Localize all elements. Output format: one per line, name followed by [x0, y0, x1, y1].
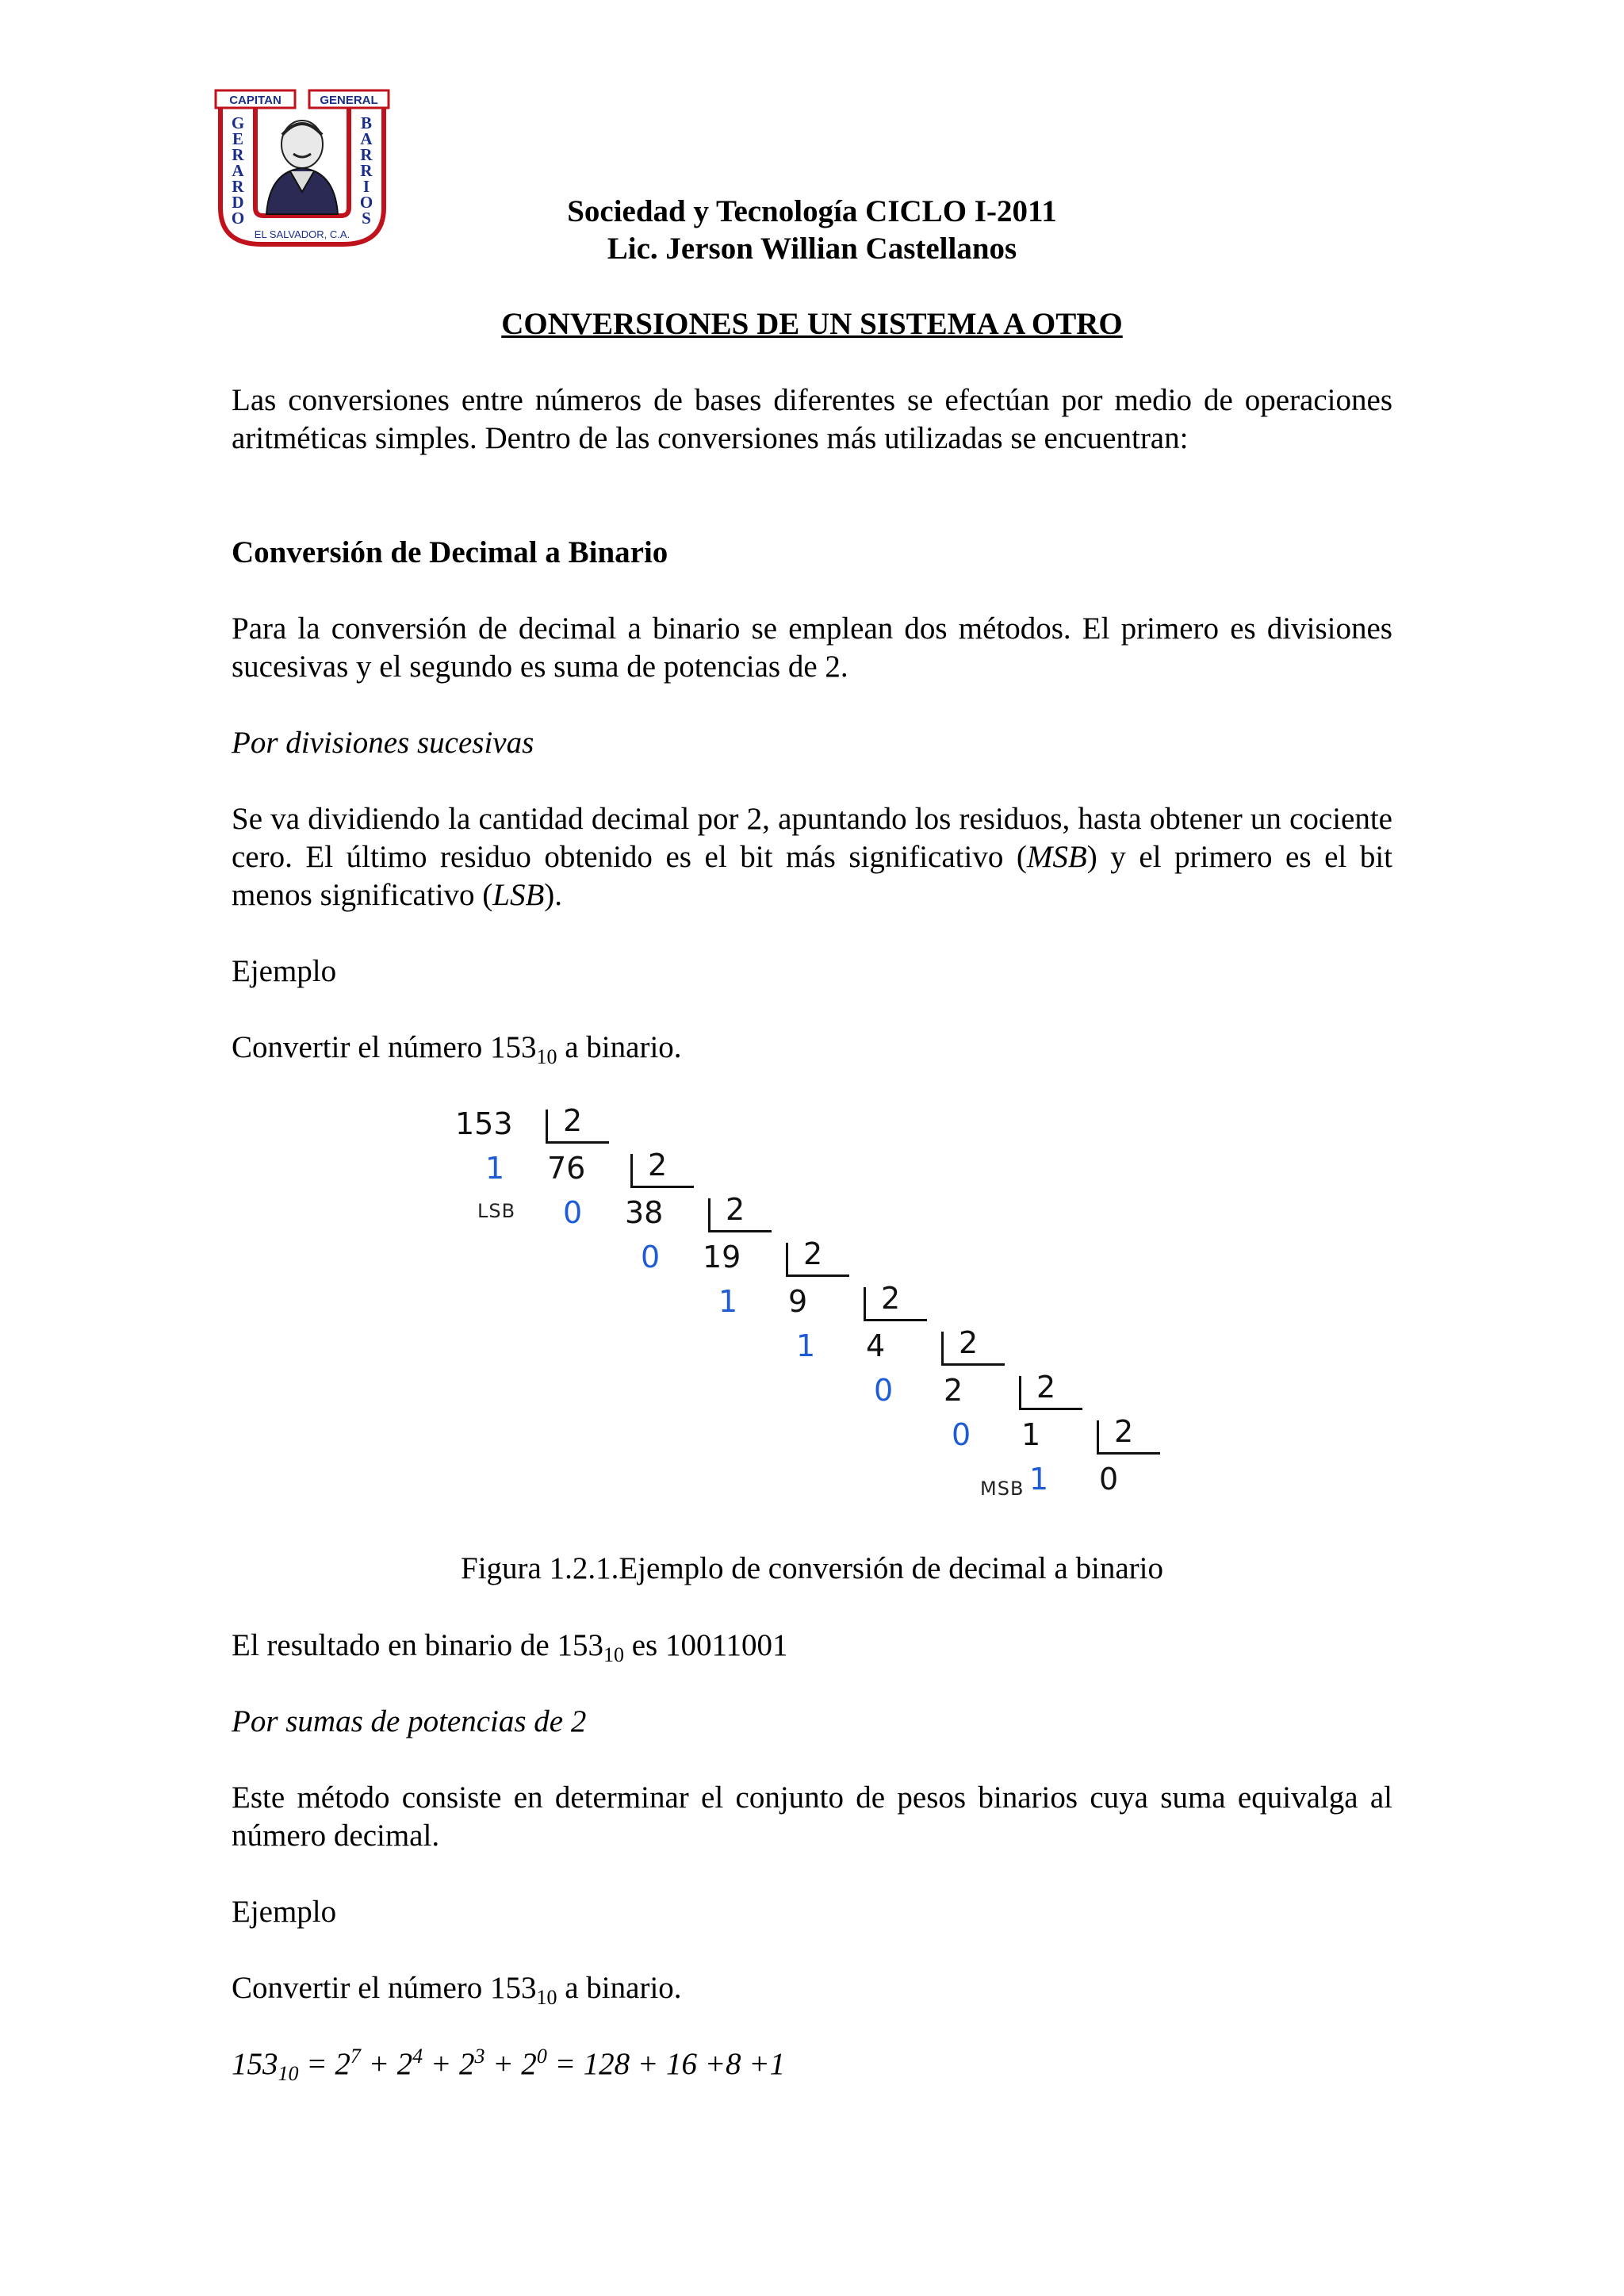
example-label-1: Ejemplo [232, 954, 337, 988]
svg-text:O: O [231, 209, 245, 228]
svg-text:R: R [232, 145, 244, 164]
section-paragraph: Para la conversión de decimal a binario se emplean dos métodos. El primero es divisiones sucesivas y el segundo es suma de potencias de 2. [232, 611, 1392, 684]
division-bar-vertical [708, 1198, 710, 1230]
remainder-bit: 1 [485, 1151, 505, 1186]
convert-instruction-2 [232, 1969, 1392, 2007]
formula-lhs-sub: 10 [278, 2062, 299, 2085]
dividend-76: 76 [547, 1151, 586, 1186]
svg-text:B: B [360, 113, 373, 132]
formula-lhs: 153 [232, 2047, 278, 2081]
svg-text:I: I [362, 177, 370, 196]
formula-exp-2: 4 [412, 2045, 423, 2068]
convert-instruction-1 [232, 1029, 1392, 1067]
method2-heading: Por sumas de potencias de 2 [232, 1704, 587, 1738]
svg-text:O: O [359, 193, 373, 212]
division-bar-vertical [630, 1154, 633, 1186]
lsb-term: LSB [492, 878, 545, 912]
svg-text:A: A [360, 129, 373, 148]
method1-heading: Por divisiones sucesivas [232, 726, 534, 760]
division-bar-vertical [546, 1110, 548, 1141]
msb-term: MSB [1026, 840, 1087, 874]
method1-text-b: ) y el primero es el bit menos significativo ( [232, 840, 1392, 912]
division-bar-horizontal [1097, 1452, 1160, 1455]
dividend-2: 2 [944, 1373, 963, 1408]
remainder-bit: 0 [641, 1240, 661, 1274]
divisor: 2 [881, 1281, 901, 1316]
logo-text-capitan: CAPITAN [229, 94, 282, 107]
svg-text:G: G [231, 113, 245, 132]
formula-eq: = 2 [298, 2047, 350, 2081]
divisor: 2 [803, 1236, 823, 1271]
division-diagram [455, 1103, 1174, 1503]
convert2-text-b: a binario. [557, 1971, 682, 2005]
division-bar-vertical [941, 1332, 944, 1363]
result-text-a: El resultado en binario de 153 [232, 1628, 603, 1662]
svg-text:A: A [232, 161, 244, 180]
division-bar-horizontal [708, 1230, 772, 1232]
method2-paragraph: Este método consiste en determinar el conjunto de pesos binarios cuya suma equivalga al número decimal. [232, 1780, 1392, 1853]
svg-text:D: D [232, 193, 244, 212]
section-heading-decimal-binary: Conversión de Decimal a Binario [232, 535, 668, 569]
formula-exp-3: 3 [474, 2045, 485, 2068]
division-bar-vertical [1019, 1376, 1021, 1408]
dividend-4: 4 [866, 1328, 886, 1363]
division-bar-vertical [864, 1287, 866, 1319]
svg-text:R: R [232, 177, 244, 196]
method1-text-c: ). [544, 878, 563, 912]
division-bar-horizontal [630, 1186, 694, 1188]
result-subscript: 10 [603, 1643, 624, 1666]
msb-label: MSB [980, 1478, 1025, 1500]
dividend-0: 0 [1099, 1462, 1119, 1497]
example-label-2: Ejemplo [232, 1895, 337, 1929]
remainder-bit: 0 [952, 1417, 971, 1452]
convert-text-b: a binario. [557, 1030, 682, 1064]
divisor: 2 [1036, 1370, 1056, 1405]
dividend-38: 38 [625, 1195, 664, 1230]
figure-caption: Figura 1.2.1.Ejemplo de conversión de decimal a binario [461, 1551, 1163, 1585]
page-title: CONVERSIONES DE UN SISTEMA A OTRO [501, 307, 1123, 341]
formula-plus-3: + 2 [423, 2047, 475, 2081]
logo-text-general: GENERAL [320, 94, 378, 107]
result-text-b: es 10011001 [623, 1628, 788, 1662]
method1-text-a: Se va dividiendo la cantidad decimal por 2, apuntando los residuos, hasta obtener un cociente cero. El último residuo obtenido es el bit más significativo ( [232, 802, 1392, 874]
divisor: 2 [959, 1325, 979, 1360]
method1-paragraph [232, 800, 1392, 914]
course-title: Sociedad y Tecnología CICLO I-2011 [567, 194, 1057, 228]
teacher-name: Lic. Jerson Willian Castellanos [607, 232, 1017, 266]
division-bar-horizontal [546, 1141, 609, 1144]
division-bar-horizontal [786, 1274, 849, 1277]
formula-rhs: = 128 + 16 +8 +1 [546, 2047, 786, 2081]
remainder-bit: 0 [563, 1195, 583, 1230]
svg-text:E: E [232, 129, 244, 148]
remainder-bit: 1 [1029, 1462, 1049, 1497]
convert-subscript: 10 [536, 1045, 557, 1068]
formula-plus-4: + 2 [485, 2047, 537, 2081]
power-sum-formula [232, 2045, 1392, 2083]
remainder-bit: 1 [796, 1328, 816, 1363]
division-bar-horizontal [941, 1363, 1005, 1366]
remainder-bit: 1 [718, 1284, 738, 1319]
formula-plus-2: + 2 [360, 2047, 413, 2081]
svg-text:R: R [360, 145, 373, 164]
remainder-bit: 0 [874, 1373, 894, 1408]
convert2-text-a: Convertir el número 153 [232, 1971, 537, 2005]
division-bar-vertical [1097, 1420, 1099, 1452]
divisor: 2 [563, 1103, 583, 1138]
convert-text-a: Convertir el número 153 [232, 1030, 537, 1064]
dividend-9: 9 [788, 1284, 808, 1319]
dividend-153: 153 [455, 1106, 513, 1141]
divisor: 2 [1114, 1414, 1134, 1449]
intro-paragraph: Las conversiones entre números de bases diferentes se efectúan por medio de operaciones aritméticas simples. Dentro de las conversiones más utilizadas se encuentran: [232, 383, 1392, 455]
division-bar-horizontal [864, 1319, 927, 1321]
svg-text:S: S [362, 209, 371, 228]
convert2-subscript: 10 [536, 1986, 557, 2009]
svg-text:R: R [360, 161, 373, 180]
division-bar-horizontal [1019, 1408, 1082, 1410]
dividend-19: 19 [703, 1240, 741, 1274]
formula-exp-4: 0 [536, 2045, 547, 2068]
divisor: 2 [648, 1148, 668, 1182]
result-sentence [232, 1627, 1392, 1665]
lsb-label: LSB [477, 1200, 516, 1222]
divisor: 2 [726, 1192, 745, 1227]
formula-exp-1: 7 [350, 2045, 361, 2068]
dividend-1: 1 [1021, 1417, 1041, 1452]
logo-text-country: EL SALVADOR, C.A. [254, 228, 350, 240]
division-bar-vertical [786, 1243, 788, 1274]
